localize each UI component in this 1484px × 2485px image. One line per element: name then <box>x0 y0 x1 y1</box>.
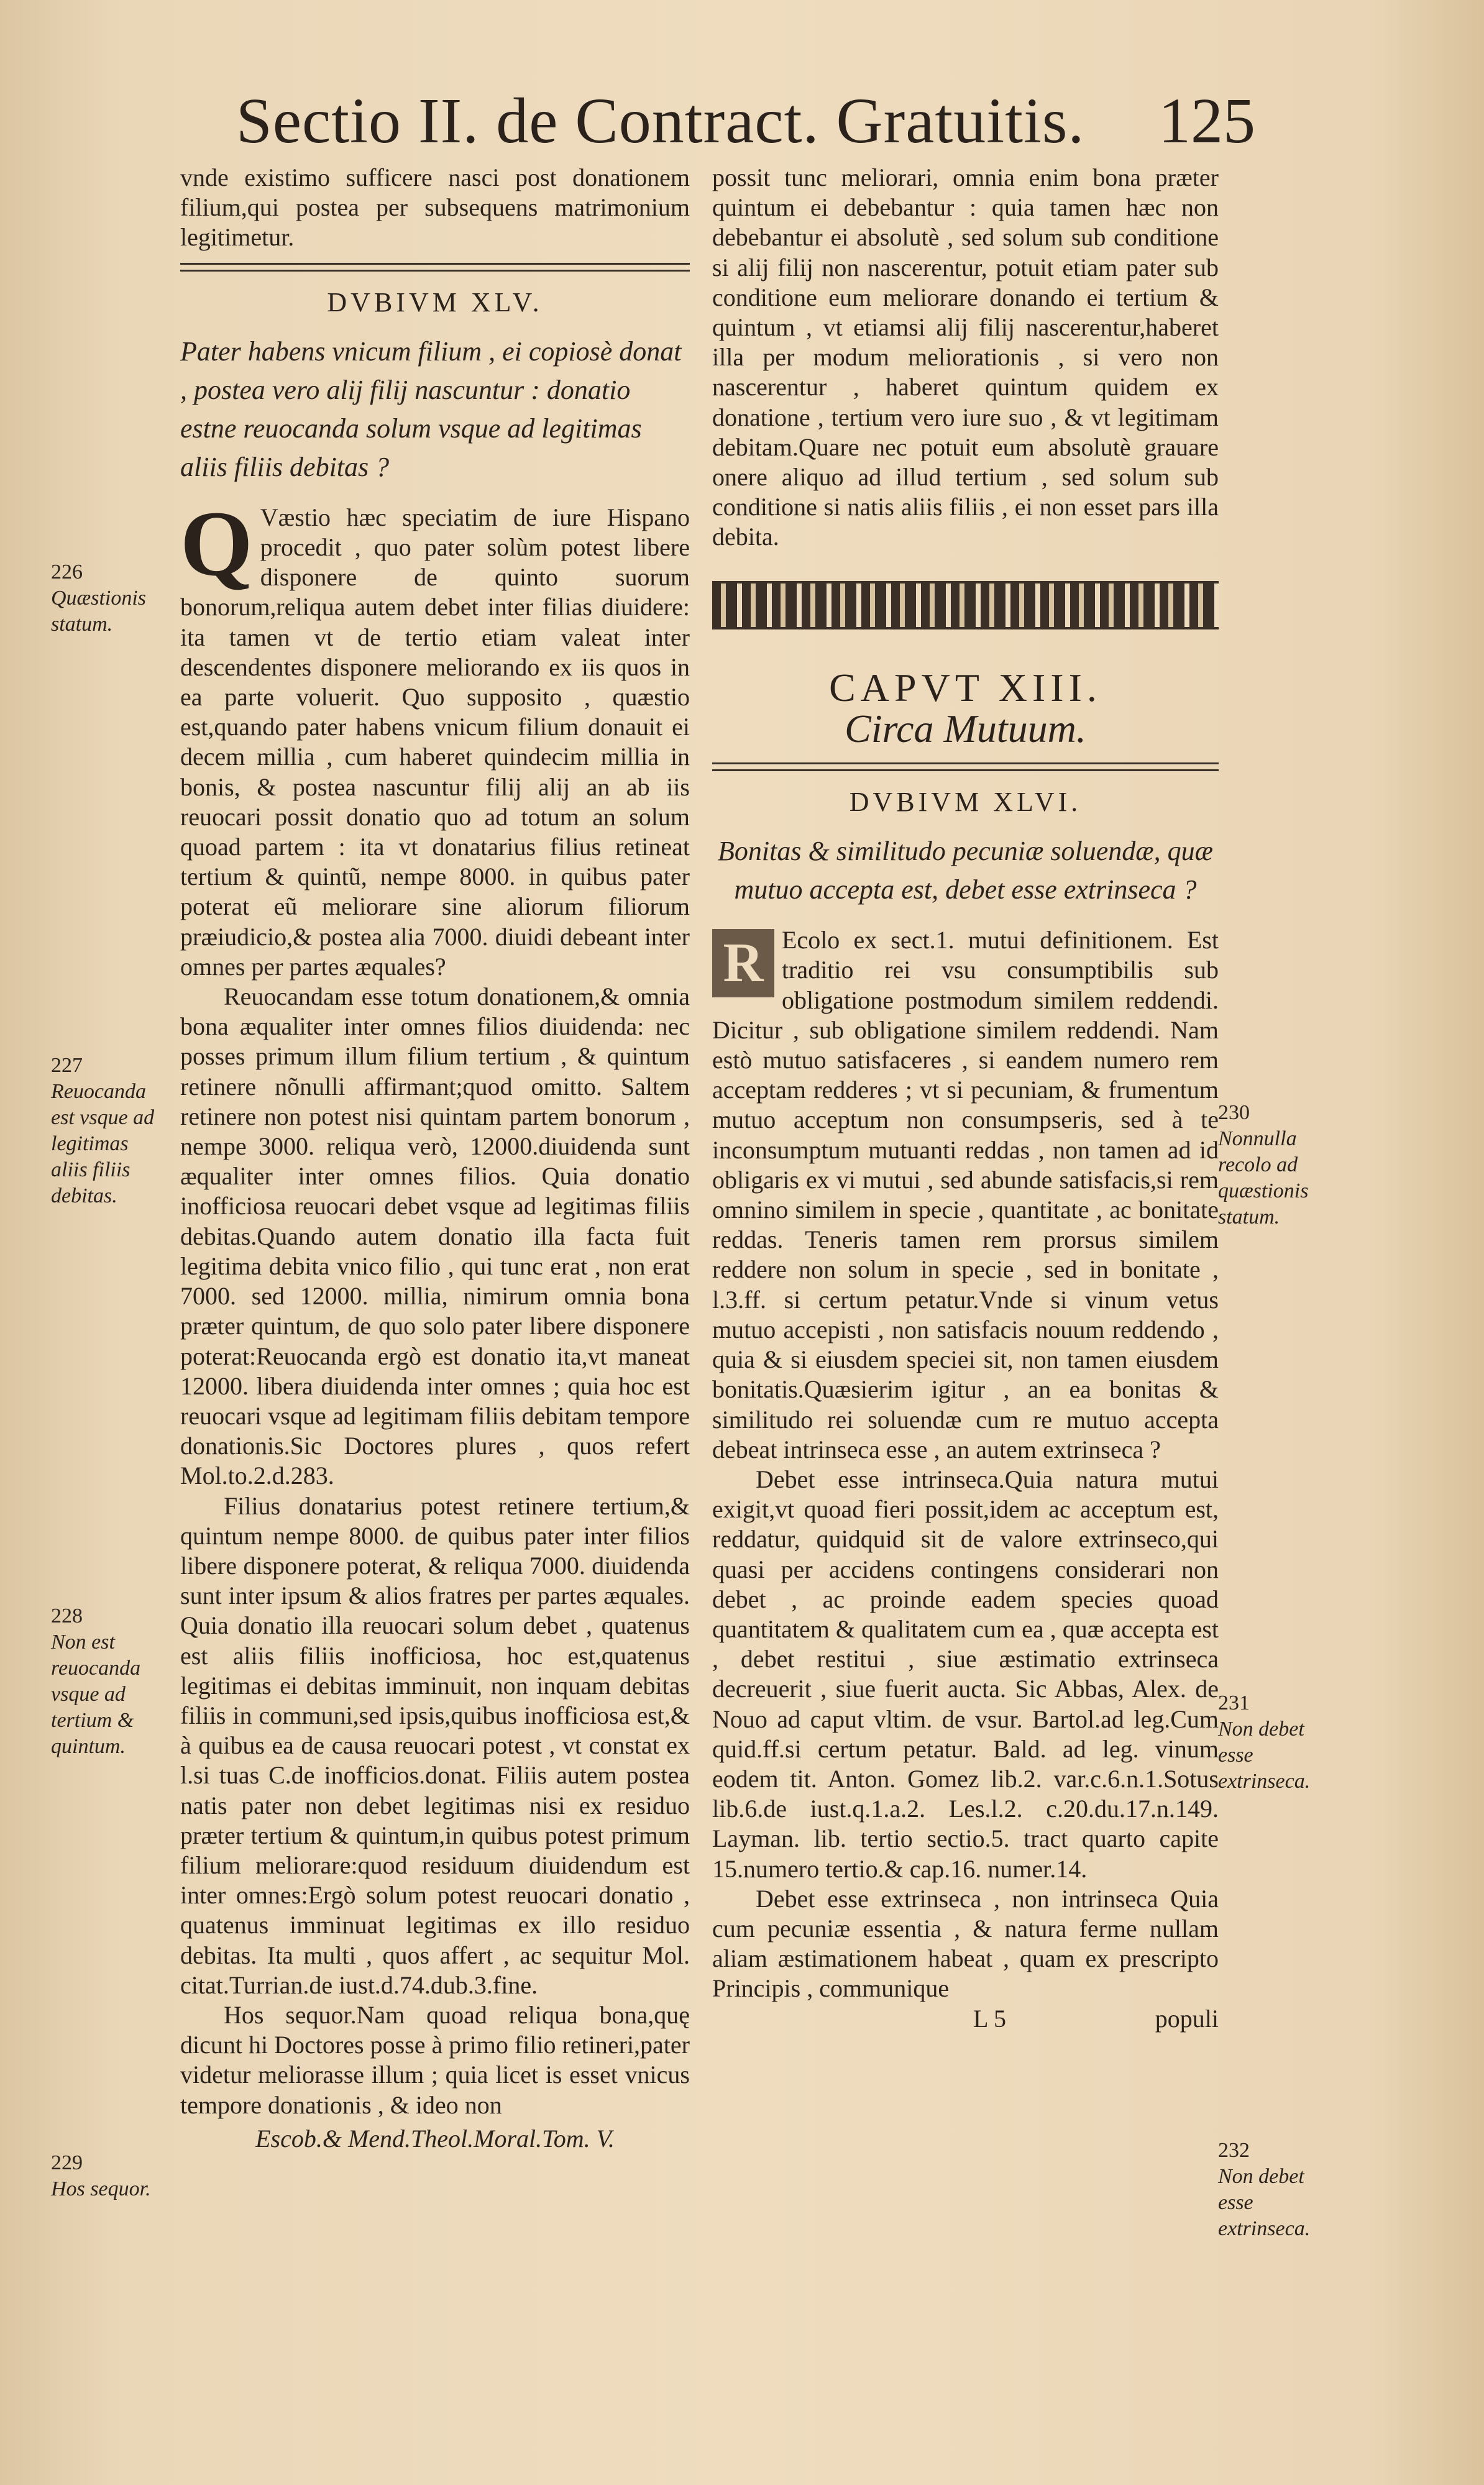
paragraph-230 <box>712 925 1219 1465</box>
margin-note-number: 231 <box>1218 1691 1250 1714</box>
chapter-subtitle: Circa Mutuum. <box>845 706 1086 751</box>
paragraph-229: Hos sequor.Nam quoad reliqua bona,quę dicunt hi Doctores posse à primo filio retineri,pater videtur meliorasse illum ; quia licet is esset vnicus tempore donationis , & ideo non <box>180 2000 690 2119</box>
chapter-heading: CAPVT XIII. <box>829 665 1102 710</box>
margin-note-text: Quæstionis statum. <box>51 587 147 636</box>
paragraph-text: Ecolo ex sect.1. mutui definitionem. Est traditio rei vsu consumptibilis sub obligatione postmodum similem reddendi. Dicitur , sub obligatione similem reddendi. Nam estò mutuo satisfaceres , si eandem numero rem acceptam redderes ; vt si pecuniam, & frumentum mutuo acceptum non consumpseris, sed à te inconsumptum mutuanti reddas , non tamen ad id obligaris ex vi mutui , sed abunde satisfacis,si rem omnino similem in specie , quantitate , ac bonitate reddas. Teneris tamen rem prorsus similem reddere non solum in specie , sed in bonitate , l.3.ff. si certum petatur.Vnde si vinum vetus mutuo accepisti , non satisfacis nouum reddendo , quia & si eiusdem speciei sit, non tamen eiusdem bonitatis.Quæsierim igitur , an ea bonitas & similitudo rei soluendæ cum re mutuo accepta debeat intrinseca esse , an autem extrinseca ? <box>712 926 1219 1463</box>
paragraph-226 <box>180 492 690 982</box>
paragraph-232: Debet esse extrinseca , non intrinseca Quia cum pecuniæ essentia , & natura ferme nullam aliam æstimationem habeat , quam ex prescripto Principis , communique <box>712 1884 1219 2003</box>
margin-note-number: 232 <box>1218 2139 1250 2162</box>
margin-note-227 <box>51 1053 169 1209</box>
margin-note-number: 228 <box>51 1604 83 1627</box>
margin-note-number: 227 <box>51 1054 83 1077</box>
margin-note-number: 230 <box>1218 1101 1250 1124</box>
left-column <box>180 163 690 2154</box>
dubium-question: Bonitas & similitudo pecuniæ soluendæ, quæ mutuo accepta est, debet esse extrinseca ? <box>718 836 1213 905</box>
section-rule <box>712 762 1219 771</box>
margin-note-232 <box>1218 2138 1342 2242</box>
continued-paragraph: possit tunc meliorari, omnia enim bona præter quintum ei debebantur : quia tamen hæc non debebantur ei absolutè , sed solum sub conditione si alij filij non nascerentur, potuit etiam pater sub conditione eum meliorare donando ei tertium & quintum , vt etiamsi alij filij nascerentur,haberet illa per modum meliorationis , si vero non nascerentur , haberet quintum quidem ex donatione , tertium vero iure suo , & vt legitimam debitam.Quare nec potuit eum absolutè grauare onere aliquo ad illud tertium , sed solum sub conditione si natis aliis filiis , ei non esset pars illa debita. <box>712 163 1219 551</box>
dubium-heading: DVBIVM XLV. <box>327 286 543 318</box>
drop-cap: Q <box>180 492 253 595</box>
margin-note-text: Non debet esse extrinseca. <box>1218 2165 1311 2240</box>
running-header <box>236 75 1255 168</box>
margin-note-text: Hos sequor. <box>51 2177 151 2200</box>
margin-note-text: Nonnulla recolo ad quæstionis statum. <box>1218 1127 1309 1229</box>
margin-note-228 <box>51 1603 169 1760</box>
margin-note-226 <box>51 559 169 638</box>
margin-note-number: 229 <box>51 2151 83 2174</box>
ornamental-band <box>712 581 1219 629</box>
margin-note-number: 226 <box>51 561 83 583</box>
paragraph-228: Filius donatarius potest retinere tertium,& quintum nempe 8000. de quibus pater inter filios libere disponere poterat, & reliqua 7000. diuidenda sunt inter ipsum & alios fratres per partes æquales. Quia donatio illa reuocari solum debet , quatenus est aliis filiis inofficiosa, hoc est,quatenus legitimas ei debitas imminuit, non inquam debitas filiis in communi,sed ipsis,quibus inofficiosa est,& à quibus ea de causa reuocari potest , vt constat ex l.si tuas C.de inofficios.donat. Filiis autem postea natis pater non debet legitimas nisi ex residuo præter tertium & quintum,in quibus potest primum filium meliorare:quod residuum diuidendum est inter omnes:Ergò solum potest reuocari donatio , quatenus imminuat legitimas ex illo residuo debitas. Ita multi , quos affert , ac sequitur Mol. citat.Turrian.de iust.d.74.dub.3.fine. <box>180 1491 690 1999</box>
header-title: Sectio II. de Contract. Gratuitis. <box>236 85 1085 157</box>
page-number: 125 <box>1158 85 1255 157</box>
intro-paragraph: vnde existimo sufficere nasci post donationem filium,qui postea per subsequens matrimonium legitimetur. <box>180 163 690 252</box>
margin-note-text: Reuocanda est vsque ad legitimas aliis filiis debitas. <box>51 1080 155 1207</box>
paragraph-231: Debet esse intrinseca.Quia natura mutui exigit,vt quoad fieri possit,idem ac acceptum est, reddatur, quidquid sit de valore extrinseco,qui quasi per accidens contingens considerari non debet , ac proinde eadem species quoad quantitatem & qualitatem cum ea , quæ accepta est , debet restitui , siue æstimatio extrinseca decreuerit , siue fuerit aucta. Sic Abbas, Alex. de Nouo ad caput vltim. de vsur. Bartol.ad leg.Cum quid.ff.si certum petatur. Bald. ad leg. vinum eodem tit. Anton. Gomez lib.2. var.c.6.n.1.Sotus lib.6.de iust.q.1.a.2. Les.l.2. c.20.du.17.n.149. Layman. lib. tertio sectio.5. tract quarto capite 15.numero tertio.& cap.16. numer.14. <box>712 1465 1219 1883</box>
catchword: populi <box>1155 2004 1219 2033</box>
paragraph-text: Væstio hæc speciatim de iure Hispano procedit , quo pater solùm potest libere disponere de quinto suorum bonorum,reliqua autem debet inter filias diuidere: ita tamen vt de tertio etiam valeat inter descendentes disponere meliorando ex iis quos in ea parte voluerit. Quo supposito , quæstio est,quando pater habens vnicum filium donauit ei decem millia , cum haberet quindecim millia in bonis, & postea nascuntur filij alij an ab iis reuocari possit donatio quo ad totum an solum quoad partem : ita vt donatarius filius retineat tertium & quintũ, nempe 8000. in quibus pater poterat eũ meliorare sine aliorum filiorum præiudicio,& postea alia 7000. diuidi debeant inter omnes per partes æquales? <box>180 503 690 981</box>
margin-note-text: Non est reuocanda vsque ad tertium & quintum. <box>51 1631 141 1758</box>
page-signature-line <box>712 2004 1219 2034</box>
dubium-question: Pater habens vnicum filium , ei copiosè donat , postea vero alij filij nascuntur : donatio estne reuocanda solum vsque ad legitimas aliis filiis debitas ? <box>180 336 682 482</box>
signature-mark: L 5 <box>973 2004 1006 2033</box>
paragraph-227: Reuocandam esse totum donationem,& omnia bona æqualiter inter omnes filios diuidenda: nec posses primum illum filium tertium , & quintum retinere nõnulli affirmant;quod omitto. Saltem retinere non potest nisi quintam partem bonorum , nempe 3000. reliqua verò, 12000.diuidenda sunt æqualiter inter omnes filios. Quia donatio inofficiosa reuocari debet vsque ad legitimas filiis debitas.Quando autem donatio illa facta fuit legitima debita vnico filio , qui tunc erat , non erat 7000. sed 12000. millia, nimirum omnia bona præter quintum, de quo solo pater libere disponere poterat:Reuocanda ergò est donatio ita,vt maneat 12000. libera diuidenda inter omnes ; quia hoc est reuocari vsque ad legitimam filiis debitam tempore donationis.Sic Doctores plures , quos refert Mol.to.2.d.283. <box>180 982 690 1490</box>
margin-note-text: Non debet esse extrinseca. <box>1218 1718 1311 1793</box>
section-rule <box>180 263 690 272</box>
margin-note-231 <box>1218 1690 1342 1795</box>
dubium-heading: DVBIVM XLVI. <box>849 787 1082 818</box>
margin-note-230 <box>1218 1100 1342 1230</box>
footer-title: Escob.& Mend.Theol.Moral.Tom. V. <box>255 2124 615 2153</box>
drop-cap: R <box>712 929 774 997</box>
right-column <box>712 163 1219 2034</box>
margin-note-229 <box>51 2150 169 2202</box>
